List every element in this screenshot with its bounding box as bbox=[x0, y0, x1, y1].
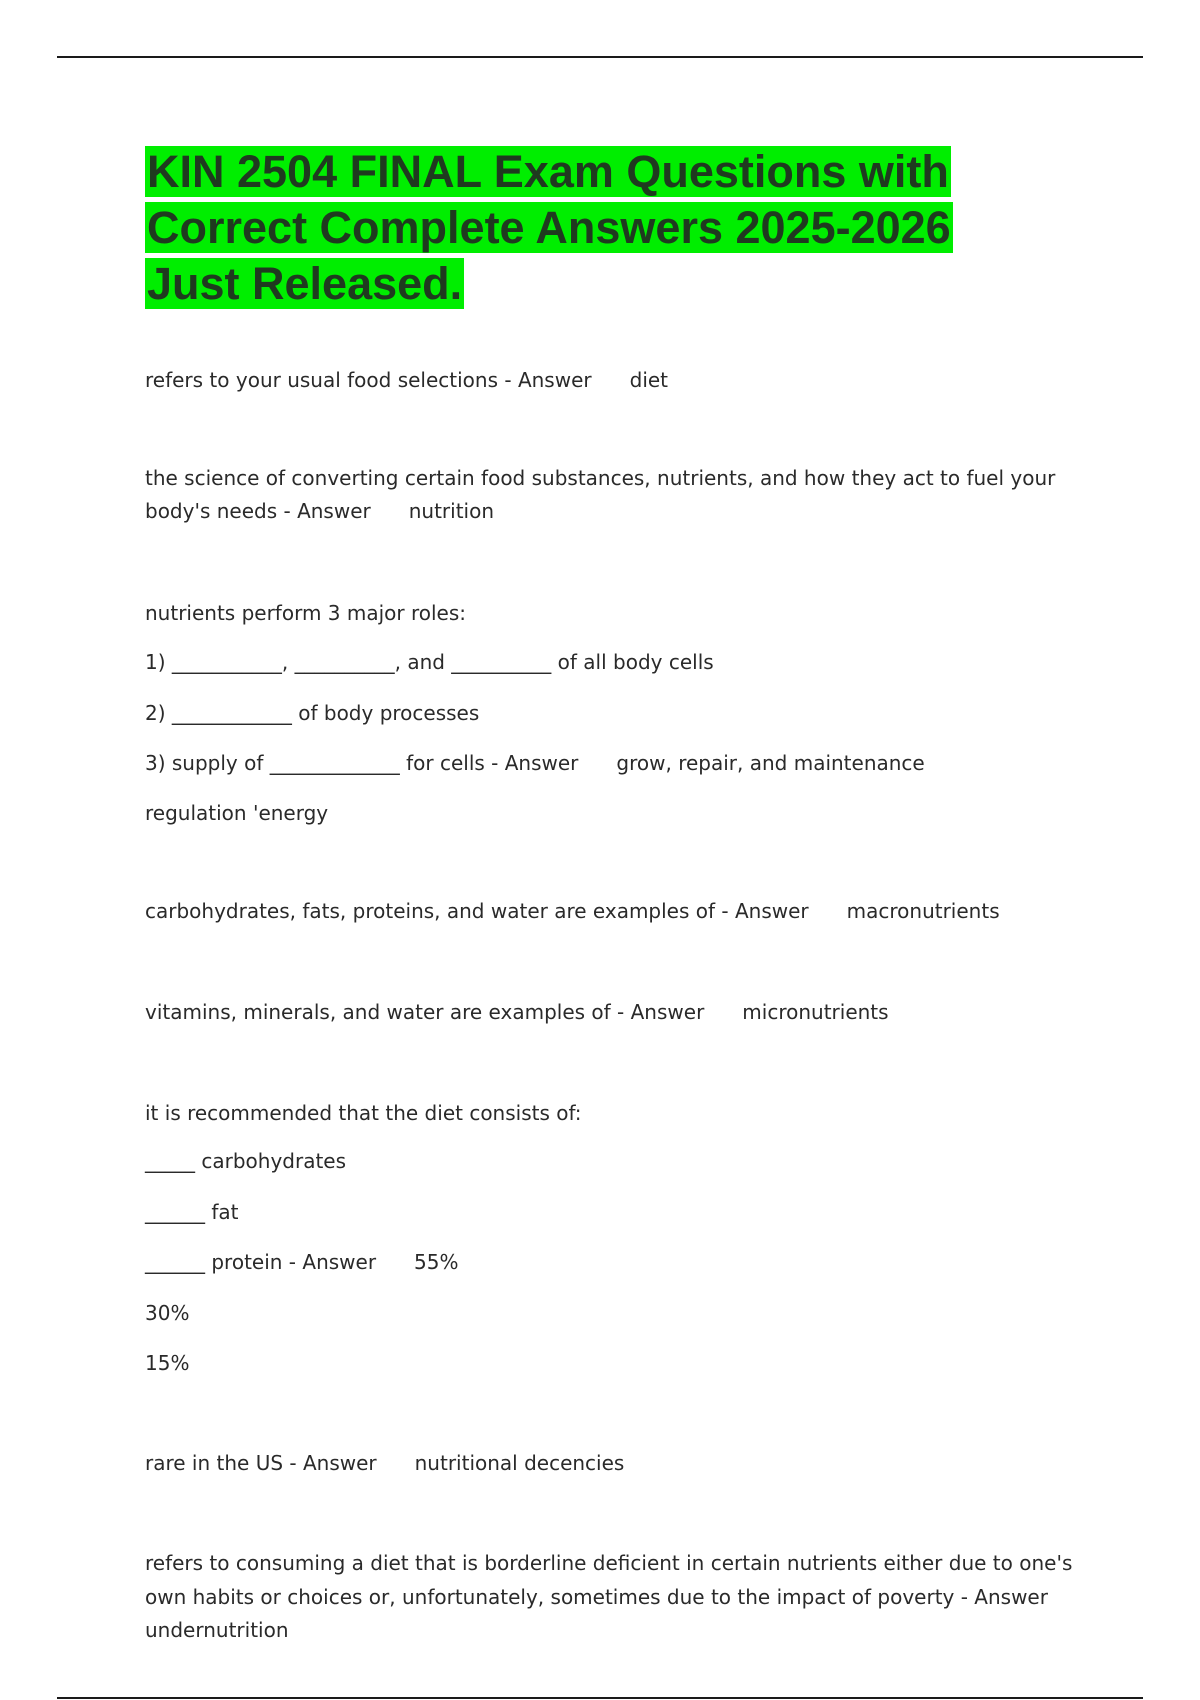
answer-text: 55% bbox=[414, 1250, 459, 1274]
question-text: refers to consuming a diet that is borderline deficient in certain nutrients either due to one's bbox=[145, 1551, 1073, 1575]
qa-item-roles bbox=[145, 750, 925, 776]
footer-rule bbox=[57, 1697, 1143, 1699]
answer-text: nutritional decencies bbox=[414, 1451, 625, 1475]
question-text: _____ carbohydrates bbox=[145, 1149, 347, 1173]
answer-text: 30% bbox=[145, 1301, 190, 1325]
answer-text: undernutrition bbox=[145, 1618, 289, 1642]
qa-item-deficiencies bbox=[145, 1450, 624, 1476]
question-text: own habits or choices or, unfortunately, sometimes due to the impact of poverty - Answer bbox=[145, 1585, 1048, 1609]
answer-text: grow, repair, and maintenance bbox=[616, 751, 925, 775]
title-highlight: KIN 2504 FINAL Exam Questions with Correct Complete Answers 2025-2026 Just Released. bbox=[147, 146, 951, 309]
question-text: refers to your usual food selections - Answer bbox=[145, 368, 592, 392]
document-title bbox=[145, 144, 1045, 312]
question-text: 1) ___________, __________, and __________ of all body cells bbox=[145, 650, 714, 674]
qa-item-diet-ratio bbox=[145, 1249, 459, 1275]
question-text: it is recommended that the diet consists of: bbox=[145, 1101, 582, 1125]
qa-item-nutrition bbox=[145, 498, 494, 524]
answer-text: diet bbox=[629, 368, 669, 392]
answer-text: micronutrients bbox=[742, 1000, 889, 1024]
qa-item-macronutrients bbox=[145, 898, 1000, 924]
question-text: rare in the US - Answer bbox=[145, 1451, 377, 1475]
question-text: ______ fat bbox=[145, 1200, 239, 1224]
answer-text: 15% bbox=[145, 1351, 190, 1375]
question-text: ______ protein - Answer bbox=[145, 1250, 377, 1274]
header-rule bbox=[57, 56, 1143, 58]
answer-text: nutrition bbox=[408, 499, 495, 523]
question-text: carbohydrates, fats, proteins, and water are examples of - Answer bbox=[145, 899, 809, 923]
qa-item-diet bbox=[145, 367, 668, 393]
answer-text: macronutrients bbox=[846, 899, 1000, 923]
question-text: body's needs - Answer bbox=[145, 499, 371, 523]
question-text: 2) ____________ of body processes bbox=[145, 701, 480, 725]
question-text: nutrients perform 3 major roles: bbox=[145, 601, 467, 625]
question-text: vitamins, minerals, and water are examples of - Answer bbox=[145, 1000, 705, 1024]
question-text: the science of converting certain food substances, nutrients, and how they act to fuel your bbox=[145, 466, 1056, 490]
qa-item-micronutrients bbox=[145, 999, 889, 1025]
answer-text: regulation 'energy bbox=[145, 801, 329, 825]
question-text: 3) supply of _____________ for cells - Answer bbox=[145, 751, 579, 775]
